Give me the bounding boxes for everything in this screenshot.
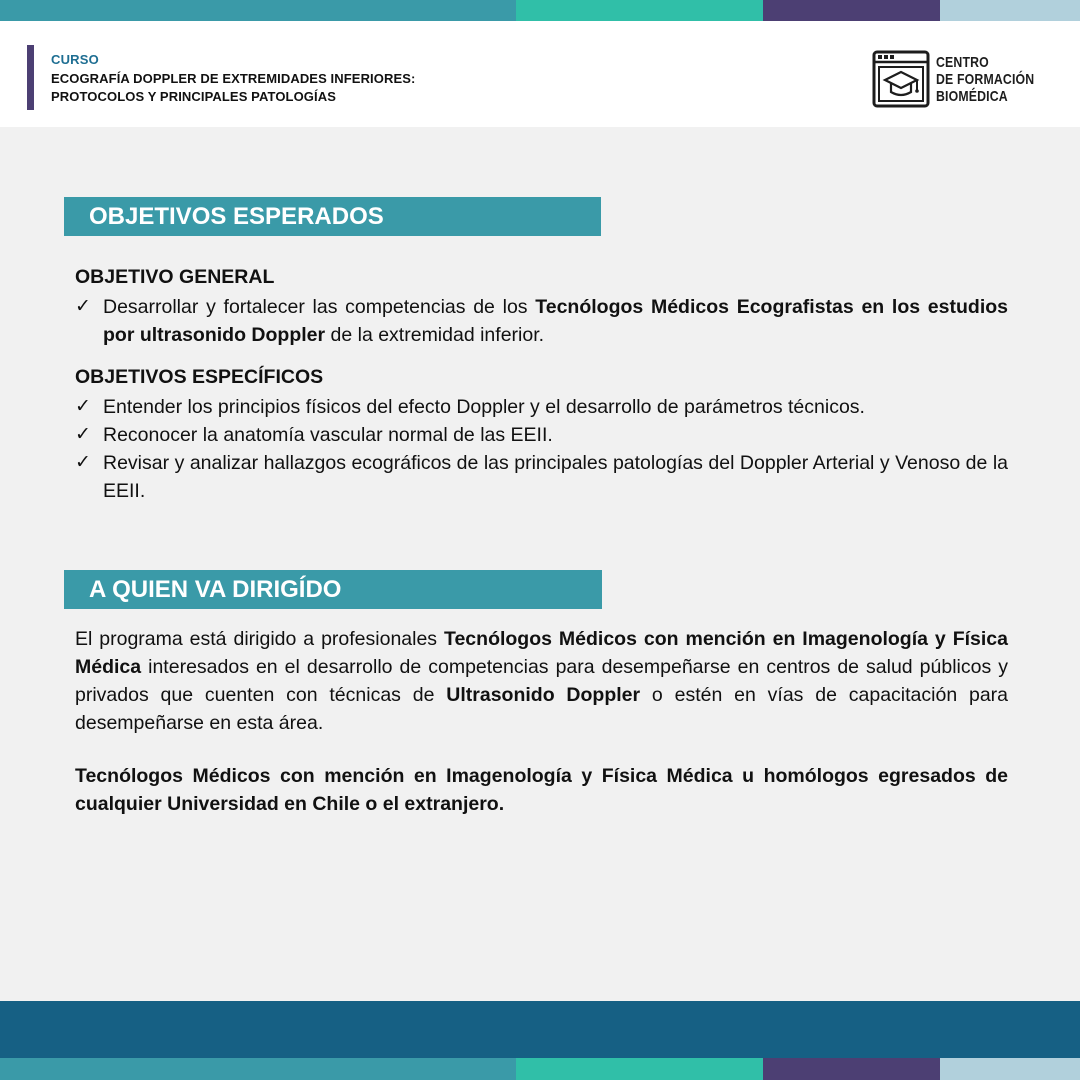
- logo-line3: BIOMÉDICA: [936, 87, 1008, 105]
- logo-line1: CENTRO: [936, 53, 989, 71]
- specific-objective-text: Reconocer la anatomía vascular normal de las EEII.: [103, 424, 553, 446]
- text-span: o estén en vías de capacitación para desempeñarse en esta área.: [75, 684, 1009, 734]
- general-objective-heading: OBJETIVO GENERAL: [75, 266, 275, 288]
- text-span: Desarrollar y fortalecer las competencias de los: [103, 296, 536, 318]
- graduation-cap-browser-icon: [872, 50, 930, 108]
- course-title-line1: ECOGRAFÍA DOPPLER DE EXTREMIDADES INFERIORES:: [51, 71, 416, 86]
- audience-paragraph: [75, 625, 1008, 737]
- specific-objective-text: Revisar y analizar hallazgos ecográficos de las principales patologías del Doppler Arterial y Venoso de la EEII.: [103, 452, 1008, 502]
- bold-span: Ultrasonido Doppler: [446, 684, 641, 706]
- text-span: El programa está dirigido a profesionales: [75, 628, 444, 650]
- checkmark-icon: ✓: [75, 424, 91, 445]
- top-color-stripe: [0, 0, 1080, 21]
- general-objective-item: [75, 293, 1008, 349]
- stripe-purple: [763, 0, 940, 21]
- specific-objective-item: [75, 449, 1008, 505]
- stripe-light-blue: [940, 0, 1080, 21]
- audience-requirement-paragraph: Tecnólogos Médicos con mención en Imagenología y Física Médica u homólogos egresados de cualquier Universidad en Chile o el extranjero.: [75, 765, 1008, 815]
- text-span: interesados en el desarrollo de competencias para desempeñarse en centros de salud públicos y privados que cuenten con técnicas de: [75, 656, 1008, 706]
- course-label: CURSO: [51, 52, 99, 67]
- header-accent-bar: [27, 45, 34, 110]
- objectives-section-header: OBJETIVOS ESPERADOS: [64, 197, 601, 236]
- specific-objective-item: [75, 421, 1008, 449]
- checkmark-icon: ✓: [75, 396, 91, 417]
- stripe-light-blue: [940, 1058, 1080, 1080]
- stripe-teal: [0, 1058, 516, 1080]
- logo-line2: DE FORMACIÓN: [936, 70, 1035, 88]
- checkmark-icon: ✓: [75, 452, 91, 473]
- course-title-line2: PROTOCOLOS Y PRINCIPALES PATOLOGÍAS: [51, 89, 336, 104]
- specific-objective-text: Entender los principios físicos del efecto Doppler y el desarrollo de parámetros técnicos.: [103, 396, 865, 418]
- general-objective-text: [103, 293, 1008, 349]
- specific-objectives-heading: OBJETIVOS ESPECÍFICOS: [75, 366, 324, 388]
- footer-band: [0, 1001, 1080, 1058]
- checkmark-icon: ✓: [75, 296, 91, 317]
- logo: [872, 50, 1056, 108]
- stripe-mint: [516, 1058, 763, 1080]
- bold-span: Tecnólogos Médicos Ecografistas en los estudios por ultrasonido Doppler: [103, 296, 1008, 346]
- page-header: [0, 21, 1080, 127]
- stripe-mint: [516, 0, 763, 21]
- text-span: de la extremidad inferior.: [325, 324, 545, 346]
- logo-text: [936, 54, 1034, 105]
- specific-objective-item: [75, 393, 1008, 421]
- bottom-color-stripe: [0, 1058, 1080, 1080]
- bold-span: Tecnólogos Médicos con mención en Imagenología y Física Médica: [75, 628, 1008, 678]
- stripe-purple: [763, 1058, 940, 1080]
- audience-section-header: A QUIEN VA DIRIGÍDO: [64, 570, 602, 609]
- stripe-teal: [0, 0, 516, 21]
